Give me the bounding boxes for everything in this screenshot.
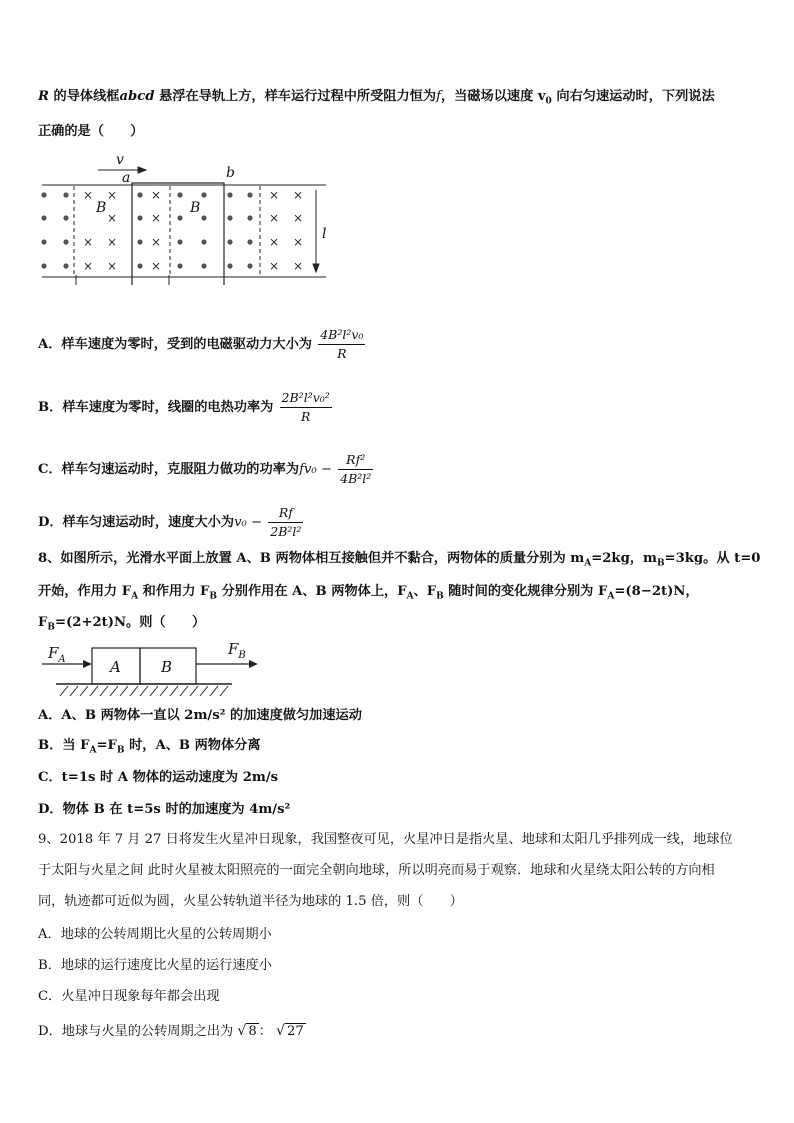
label-B-left: B (96, 200, 107, 216)
q9-option-C: C．火星冲日现象每年都会出现 (38, 989, 220, 1004)
q8-option-A: A．A、B 两物体一直以 2m/s² 的加速度做匀加速运动 (38, 708, 362, 723)
label-l-right: l (322, 226, 327, 242)
q7-C-fraction: $\frac{\text{Rf²}}{\text{4B²l²}}$ (340, 452, 372, 486)
q7-figure-magnetic-track (36, 150, 366, 285)
q8-stem-line2: 开始，作用力 $F_A$ 和作用力 $F_B$ 分别作用在 A、B 两物体上，$F_A$、$F_B$ 随时间的变化规律分别为 $F_A=(8-2t)N$， (38, 584, 699, 602)
svg-text:×: × (292, 235, 304, 249)
label-block-A: A (110, 658, 121, 676)
svg-text:×: × (82, 235, 94, 249)
svg-text:×: × (106, 211, 118, 225)
svg-text:×: × (268, 235, 280, 249)
q7-D-fraction: $\frac{Rf}{\text{2B²l²}}$ (270, 505, 302, 539)
q7-R: R (38, 89, 49, 104)
q8-option-D: D．物体 B 在 t=5s 时的加速度为 4m/s² (38, 802, 291, 817)
q8-stem-line1: 8、如图所示，光滑水平面上放置 A、B 两物体相互接触但并不黏合，两物体的质量分别为 $m_A=2kg$，$m_B=3kg$。从 t=0 (38, 551, 761, 569)
svg-text:×: × (268, 259, 280, 273)
label-FA: $F_A$ (48, 644, 66, 665)
sqrt-icon-2: √ (276, 1023, 286, 1039)
q9-stem-line2: 于太阳与火星之间 此时火星被太阳照亮的一面完全朝向地球，所以明亮而易于观察．地球和火星绕太阳公转的方向相 (38, 863, 715, 878)
q8-option-C: C．t=1s 时 A 物体的运动速度为 2m/s (38, 770, 279, 785)
q8-stem-line3: $F_B=(2+2t)N$。则（ ） (38, 615, 206, 633)
svg-text:×: × (106, 188, 118, 202)
q7-stem-line2: 正确的是（ ） (38, 124, 144, 139)
label-v: v (116, 152, 124, 168)
q7-stem-line1: R 的导体线框abcd 悬浮在导轨上方，样车运行过程中所受阻力恒为f，当磁场以速度 $v_0$ 向右匀速运动时，下列说法 (38, 89, 715, 107)
svg-text:×: × (106, 259, 118, 273)
svg-text:×: × (82, 188, 94, 202)
svg-text:×: × (292, 259, 304, 273)
sqrt-icon: √ (237, 1023, 247, 1039)
svg-text:×: × (150, 188, 162, 202)
q7-option-C: C．样车匀速运动时，克服阻力做功的功率为fv₀ − $\frac{\text{Rf²}}{\text{4B²l²}}$ (38, 452, 372, 486)
q8-option-B: B．当 $F_A=F_B$ 时，A、B 两物体分离 (38, 738, 261, 756)
svg-text:×: × (82, 259, 94, 273)
svg-text:×: × (150, 259, 162, 273)
svg-text:×: × (292, 188, 304, 202)
q7-A-fraction: $\frac{\text{4B²l²v₀}}{R}$ (320, 327, 364, 361)
svg-text:×: × (268, 211, 280, 225)
q9-stem-line1: 9、2018 年 7 月 27 日将发生火星冲日现象，我国整夜可见，火星冲日是指火星、地球和太阳几乎排列成一线，地球位 (38, 832, 733, 847)
label-block-B: B (161, 658, 173, 676)
svg-text:×: × (292, 211, 304, 225)
q9-option-D: D．地球与火星的公转周期之出为 √ 8 ： √ 27 (38, 1023, 304, 1039)
svg-text:×: × (150, 211, 162, 225)
label-a: a (122, 170, 131, 186)
q7-option-D: D．样车匀速运动时，速度大小为v₀ − $\frac{Rf}{\text{2B²l²}}$ (38, 505, 302, 539)
svg-text:×: × (106, 235, 118, 249)
svg-text:×: × (150, 235, 162, 249)
label-d (120, 284, 129, 285)
label-c (226, 284, 234, 285)
q7-option-B: B．样车速度为零时，线圈的电热功率为 $\frac{\text{2B²l²v₀²}}{R}$ (38, 390, 330, 424)
label-b: b (226, 165, 235, 181)
label-B-right: B (190, 200, 201, 216)
q8-figure-blocks (36, 638, 276, 700)
q7-option-A: A．样车速度为零时，受到的电磁驱动力大小为 $\frac{\text{4B²l²v₀}}{R}$ (38, 327, 364, 361)
q7-B-fraction: $\frac{\text{2B²l²v₀²}}{R}$ (281, 390, 330, 424)
label-FB: $F_B$ (228, 640, 246, 661)
q9-option-A: A．地球的公转周期比火星的公转周期小 (38, 927, 272, 942)
q9-stem-line3: 同，轨迹都可近似为圆，火星公转轨道半径为地球的 1.5 倍，则（ ） (38, 894, 463, 909)
q9-option-B: B．地球的运行速度比火星的运行速度小 (38, 958, 272, 973)
svg-text:×: × (268, 188, 280, 202)
